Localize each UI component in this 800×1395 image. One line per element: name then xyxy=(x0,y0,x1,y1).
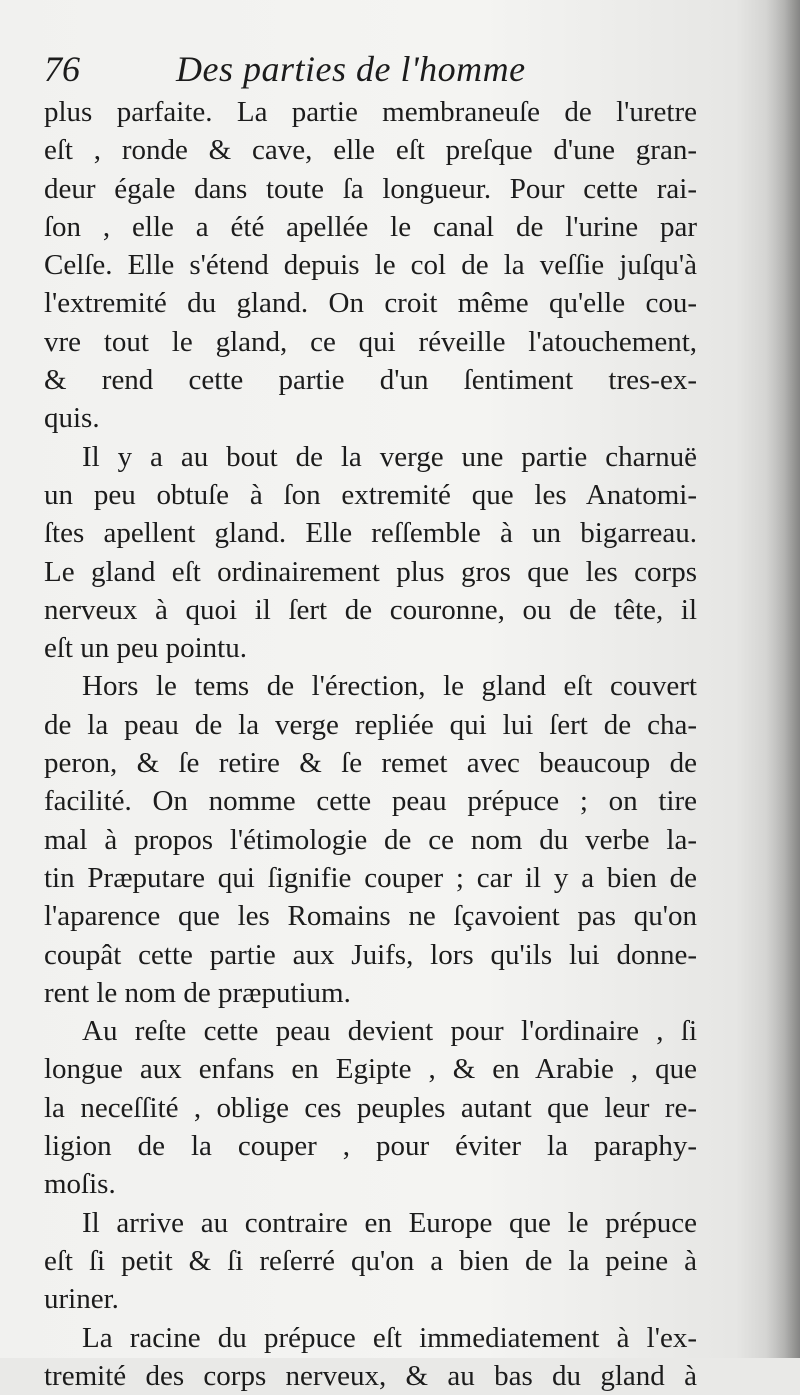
text-line: un peu obtuſe à ſon extremité que les Anatomi- xyxy=(44,478,697,511)
text-line: l'extremité du gland. On croit même qu'elle cou- xyxy=(44,287,697,320)
text-line: Au reſte cette peau devient pour l'ordinaire , ſi xyxy=(82,1015,697,1048)
text-line: l'aparence que les Romains ne ſçavoient pas qu'on xyxy=(44,900,697,933)
text-line: deur égale dans toute ſa longueur. Pour cette rai- xyxy=(44,172,697,205)
text-line: eſt un peu pointu. xyxy=(44,632,247,665)
text-line: de la peau de la verge repliée qui lui ſert de cha- xyxy=(44,708,697,741)
text-line: la neceſſité , oblige ces peuples autant que leur re- xyxy=(44,1091,697,1124)
text-line: ligion de la couper , pour éviter la paraphy- xyxy=(44,1130,697,1163)
text-line: mal à propos l'étimologie de ce nom du verbe la- xyxy=(44,823,697,856)
text-line: La racine du prépuce eſt immediatement à l'ex- xyxy=(82,1321,697,1354)
text-line: coupât cette partie aux Juifs, lors qu'ils lui donne- xyxy=(44,938,697,971)
text-line: & rend cette partie d'un ſentiment tres-ex- xyxy=(44,364,697,397)
text-line: Le gland eſt ordinairement plus gros que les corps xyxy=(44,555,697,588)
text-line: ſon , elle a été apellée le canal de l'urine par xyxy=(44,210,697,243)
running-title: Des parties de l'homme xyxy=(176,49,526,89)
text-line: vre tout le gland, ce qui réveille l'atouchement, xyxy=(44,325,697,358)
text-line: uriner. xyxy=(44,1283,119,1316)
text-line: eſt ſi petit & ſi reſerré qu'on a bien de la peine à xyxy=(44,1244,697,1277)
text-line: tin Præputare qui ſignifie couper ; car il y a bien de xyxy=(44,861,697,894)
text-line: rent le nom de præputium. xyxy=(44,976,351,1009)
body-text xyxy=(44,93,697,1395)
text-line: Il y a au bout de la verge une partie charnuë xyxy=(82,440,697,473)
text-line: nerveux à quoi il ſert de couronne, ou de tête, il xyxy=(44,593,697,626)
text-line: peron, & ſe retire & ſe remet avec beaucoup de xyxy=(44,747,697,780)
page-header xyxy=(44,48,744,96)
text-line: longue aux enfans en Egipte , & en Arabie , que xyxy=(44,1053,697,1086)
text-line: Celſe. Elle s'étend depuis le col de la veſſie juſqu'à xyxy=(44,249,697,282)
text-line: ſtes apellent gland. Elle reſſemble à un bigarreau. xyxy=(44,517,697,550)
text-line: facilité. On nomme cette peau prépuce ; on tire xyxy=(44,785,697,818)
text-line: tremité des corps nerveux, & au bas du gland à xyxy=(44,1359,697,1392)
page-edge-shadow xyxy=(766,0,800,1358)
text-line: Hors le tems de l'érection, le gland eſt couvert xyxy=(82,670,697,703)
text-line: quis. xyxy=(44,402,100,435)
text-line: plus parfaite. La partie membraneuſe de l'uretre xyxy=(44,96,697,128)
page-number: 76 xyxy=(44,49,80,89)
text-line: moſis. xyxy=(44,1168,116,1201)
text-line: eſt , ronde & cave, elle eſt preſque d'une gran- xyxy=(44,134,697,167)
text-line: Il arrive au contraire en Europe que le prépuce xyxy=(82,1206,697,1239)
